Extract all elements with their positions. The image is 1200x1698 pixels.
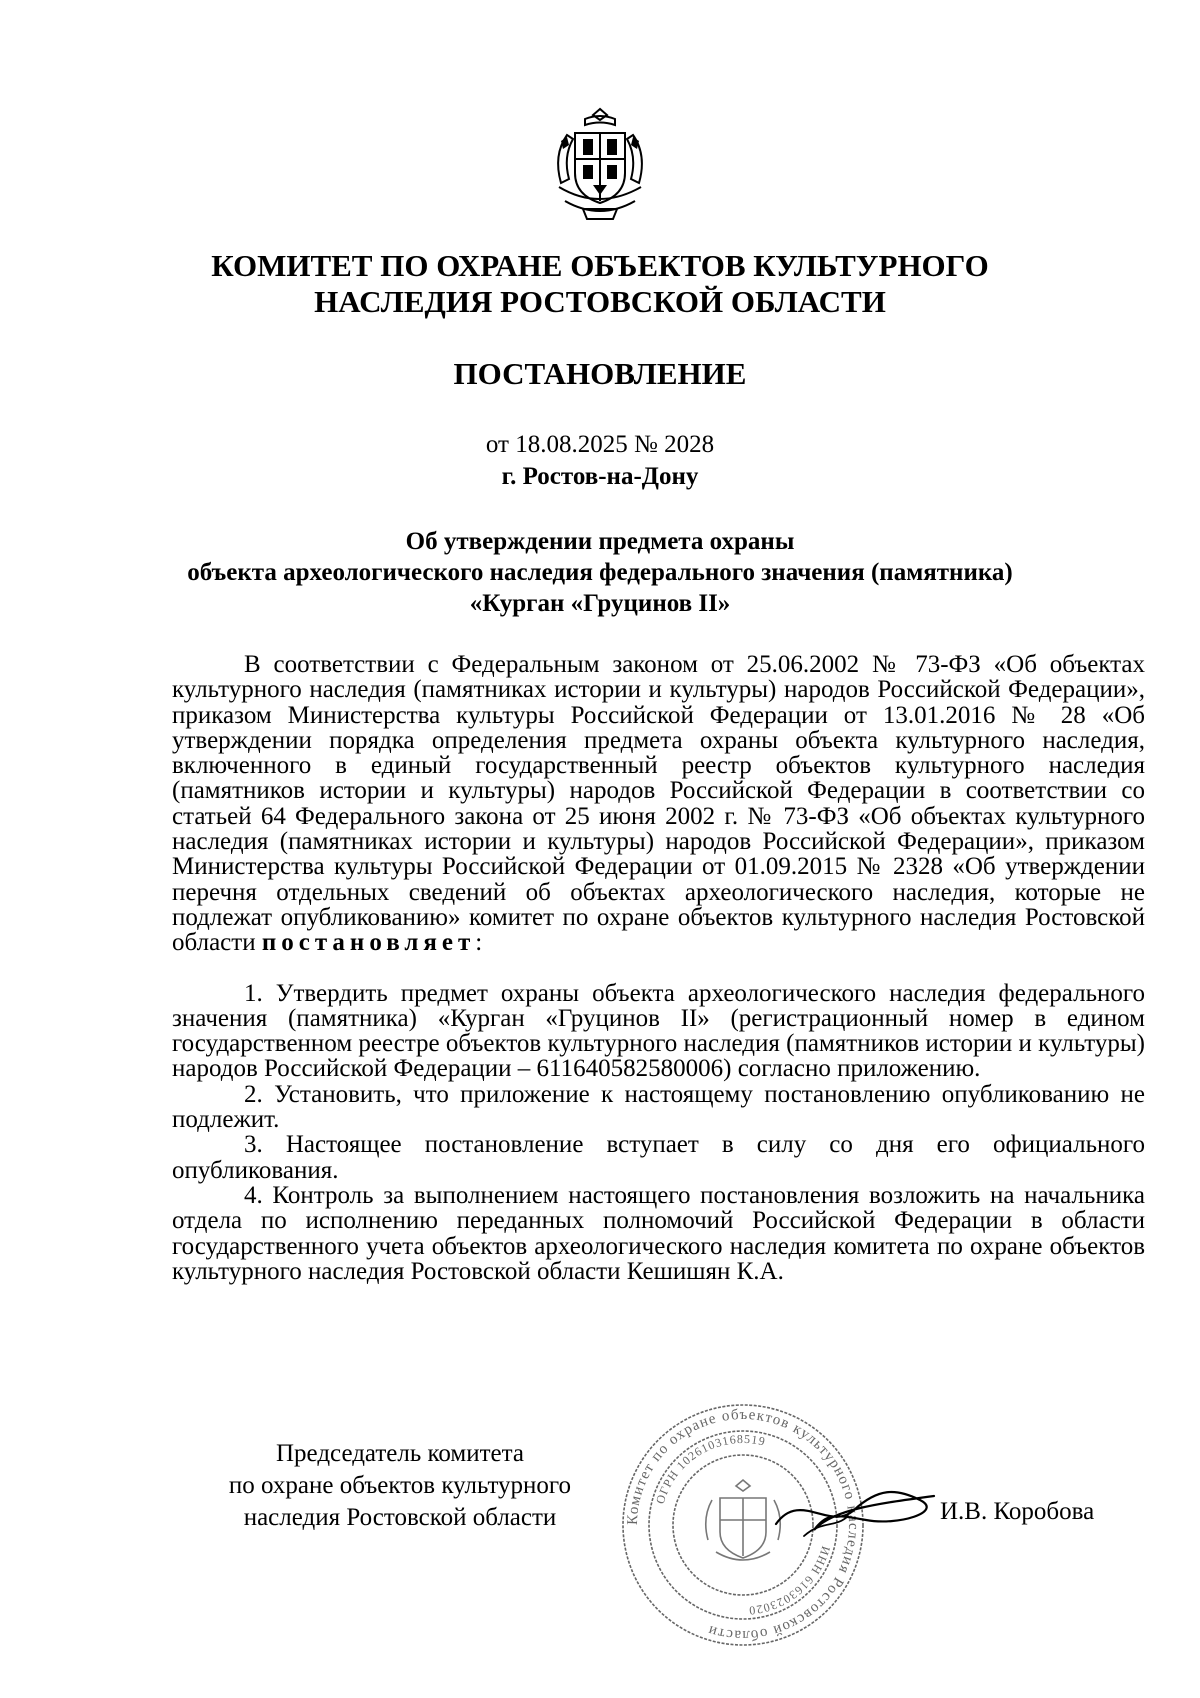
decree-item-2: 2. Установить, что приложение к настоящему постановлению опубликованию не подлежит. <box>172 1080 1145 1134</box>
organization-name-line-1: КОМИТЕТ ПО ОХРАНЕ ОБЪЕКТОВ КУЛЬТУРНОГО <box>211 248 989 283</box>
document-body <box>172 652 1145 1284</box>
signer-position-line-1: Председатель комитета <box>276 1440 524 1467</box>
decree-colon: : <box>475 929 483 957</box>
stamp-inner-text-2: ИНН 6163023020 <box>747 1544 834 1618</box>
decree-item-4: 4. Контроль за выполнением настоящего постановления возложить на начальника отдела по исполнению переданных полномочий Российской Федерации в области государственного учета объектов археологического наследия комитета по охране объектов культурного наследия Ростовской области Кешишян К.А. <box>172 1181 1145 1285</box>
decree-item-3: 3. Настоящее постановление вступает в силу со дня его официального опубликования. <box>172 1131 1145 1184</box>
signer-position-line-2: по охране объектов культурного <box>228 1472 572 1499</box>
decree-item-1: 1. Утвердить предмет охраны объекта археологического наследия федерального значения (памятника) «Курган «Груцинов II» (регистрационный номер в едином государственном реестре объектов культурного наследия (памятников истории и культуры) народов Российской Федерации – 611640582580006) согласно приложению. <box>172 979 1145 1083</box>
organization-name <box>150 248 1050 320</box>
document-date-number: от 18.08.2025 № 2028 <box>485 431 715 458</box>
document-type-title: ПОСТАНОВЛЕНИЕ <box>453 356 747 391</box>
signer-position-line-3: наследия Ростовской области <box>243 1504 557 1531</box>
preamble-text: В соответствии с Федеральным законом от 25.06.2002 № 73-ФЗ «Об объектах культурного наследия (памятниках истории и культуры) народов Российской Федерации», приказом Министерства культуры Российской Федерации от 13.01.2016 № 28 «Об утверждении порядка определения предмета охраны объекта культурного наследия, включенного в единый государственный реестр объектов культурного наследия (памятников истории и культуры) народов Российской Федерации в соответствии со статьей 64 Федерального закона от 25 июня 2002 г. № 73-ФЗ «Об объектах культурного наследия (памятниках истории и культуры) народов Российской Федерации», приказом Министерства культуры Российской Федерации от 01.09.2015 № 2328 «Об утверждении перечня отдельных сведений об объектах археологического наследия, которые не подлежат опубликованию» комитет по охране объектов культурного наследия Ростовской области <box>172 651 1145 957</box>
coat-of-arms-emblem <box>545 105 655 227</box>
subject-line-3: «Курган «Груцинов II» <box>469 590 731 617</box>
subject-line-1: Об утверждении предмета охраны <box>405 528 795 555</box>
document-subject <box>150 526 1050 619</box>
signer-name: И.В. Коробова <box>940 1498 1095 1525</box>
stamp-inner-text: ОГРН 1026103168519 <box>652 1431 768 1506</box>
decree-word: постановляет <box>261 929 476 957</box>
signer-position <box>180 1438 620 1534</box>
preamble-paragraph <box>172 652 1145 956</box>
organization-name-line-2: НАСЛЕДИЯ РОСТОВСКОЙ ОБЛАСТИ <box>314 284 886 319</box>
stamp-outer-text: Комитет по охране объектов культурного наследия Ростовской области <box>624 1406 862 1644</box>
document-city: г. Ростов-на-Дону <box>501 463 699 490</box>
handwritten-signature <box>770 1480 940 1540</box>
subject-line-2: объекта археологического наследия федерального значения (памятника) <box>187 559 1013 586</box>
